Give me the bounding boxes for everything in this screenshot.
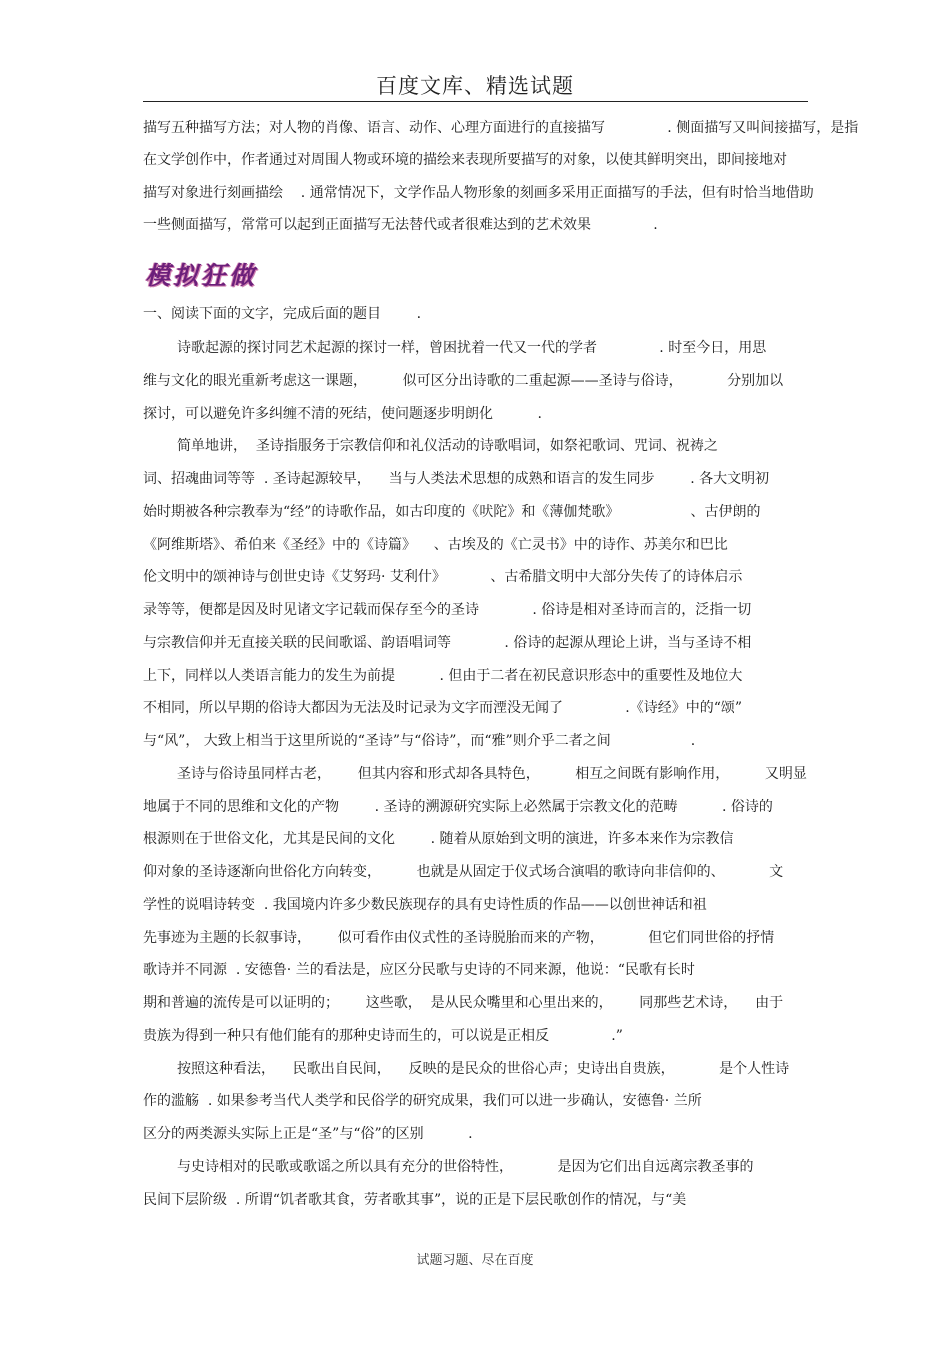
intro-line: 描写五种描写方法；对人物的肖像、语言、动作、心理方面进行的直接描写 . 侧面描写又叫间接描写，是指 (143, 120, 859, 136)
passage-line: 诗歌起源的探讨同艺术起源的探讨一样，曾困扰着一代又一代的学者 . 时至今日，用思 (177, 340, 767, 356)
page-footer: 试题习题、尽在百度 (416, 1253, 534, 1268)
passage-line: 始时期被各种宗教奉为“经”的诗歌作品，如古印度的《吠陀》和《薄伽梵歌》 、古伊朗的 (143, 503, 761, 520)
passage-line: 上下，同样以人类语言能力的发生为前提 . 但由于二者在初民意识形态中的重要性及地位大 (143, 667, 743, 684)
passage-line: 民间下层阶级 . 所谓“饥者歌其食，劳者歌其事”，说的正是下层民歌创作的情况，与“美 (143, 1191, 687, 1208)
passage-line: 期和普遍的流传是可以证明的； 这些歌， 是从民众嘴里和心里出来的， 同那些艺术诗， 由于 (143, 995, 784, 1011)
intro-line: 在文学创作中，作者通过对周围人物或环境的描绘来表现所要描写的对象，以使其鲜明突出，即间接地对 (143, 152, 787, 168)
passage-line: 录等等，便都是因及时见诸文字记载而保存至今的圣诗 . 俗诗是相对圣诗而言的，泛指一切 (143, 602, 752, 618)
passage-line: 先事迹为主题的长叙事诗， 似可看作由仪式性的圣诗脱胎而来的产物， 但它们同世俗的抒情 (143, 929, 775, 946)
intro-line: 描写对象进行刻画描绘 . 通常情况下，文学作品人物形象的刻画多采用正面描写的手法，但有时恰当地借助 (143, 185, 814, 201)
passage-line: 词、招魂曲词等等 . 圣诗起源较早， 当与人类法术思想的成熟和语言的发生同步 . 各大文明初 (143, 471, 770, 487)
passage-line: 与史诗相对的民歌或歌谣之所以具有充分的世俗特性， 是因为它们出自远离宗教圣事的 (177, 1158, 754, 1175)
question-heading: 一、阅读下面的文字，完成后面的题目 . (143, 306, 422, 322)
passage-line: 区分的两类源头实际上正是“圣”与“俗”的区别 . (143, 1126, 473, 1142)
passage-line: 不相同，所以早期的俗诗大都因为无法及时记录为文字而湮没无闻了 .《诗经》中的“颂” (143, 700, 743, 717)
section-logo (145, 257, 257, 291)
header-rule (143, 101, 808, 102)
passage-line: 地属于不同的思维和文化的产物 . 圣诗的溯源研究实际上必然属于宗教文化的范畴 . 俗诗的 (143, 798, 773, 815)
passage-line: 歌诗并不同源 . 安德鲁· 兰的看法是，应区分民歌与史诗的不同来源，他说：“民歌有长时 (143, 962, 695, 979)
passage-line: 探讨，可以避免许多纠缠不清的死结，使问题逐步明朗化 . (143, 405, 542, 422)
passage-line: 仰对象的圣诗逐渐向世俗化方向转变， 也就是从固定于仪式场合演唱的歌诗向非信仰的、 文 (143, 864, 784, 880)
intro-line: 一些侧面描写，常常可以起到正面描写无法替代或者很难达到的艺术效果 . (143, 217, 658, 233)
passage-line: 根源则在于世俗文化，尤其是民间的文化 . 随着从原始到文明的演进，许多本来作为宗教信 (143, 831, 734, 848)
passage-line: 《阿维斯塔》、希伯来《圣经》中的《诗篇》 、古埃及的《亡灵书》中的诗作、苏美尔和巴比 (143, 536, 728, 553)
passage-line: 圣诗与俗诗虽同样古老， 但其内容和形式却各具特色， 相互之间既有影响作用， 又明显 (177, 765, 807, 782)
passage-line: 按照这种看法， 民歌出自民间， 反映的是民众的世俗心声；史诗出自贵族， 是个人性诗 (177, 1060, 790, 1077)
passage-line: 伦文明中的颂神诗与创世史诗《艾努玛· 艾利什》 、古希腊文明中大部分失传了的诗体启示 (143, 569, 743, 586)
page-header-title: 百度文库、精选试题 (376, 74, 574, 98)
passage-line: 与“风”， 大致上相当于这里所说的“圣诗”与“俗诗”，而“雅”则介乎二者之间 . (143, 733, 696, 749)
passage-line: 简单地讲， 圣诗指服务于宗教信仰和礼仪活动的诗歌唱词，如祭祀歌词、咒词、祝祷之 (177, 438, 718, 455)
passage-line: 学性的说唱诗转变 . 我国境内许多少数民族现存的具有史诗性质的作品——以创世神话和祖 (143, 896, 707, 913)
section-logo-text: 模拟狂做 (145, 261, 258, 290)
passage-line: 作的滥觞 . 如果参考当代人类学和民俗学的研究成果，我们可以进一步确认，安德鲁· 兰所 (143, 1093, 702, 1110)
passage-line: 贵族为得到一种只有他们能有的那种史诗而生的，可以说是正相反 .” (143, 1027, 623, 1044)
passage-line: 与宗教信仰并无直接关联的民间歌谣、韵语唱词等 . 俗诗的起源从理论上讲，当与圣诗不相 (143, 634, 752, 651)
passage-line: 维与文化的眼光重新考虑这一课题， 似可区分出诗歌的二重起源——圣诗与俗诗， 分别加以 (143, 372, 784, 389)
